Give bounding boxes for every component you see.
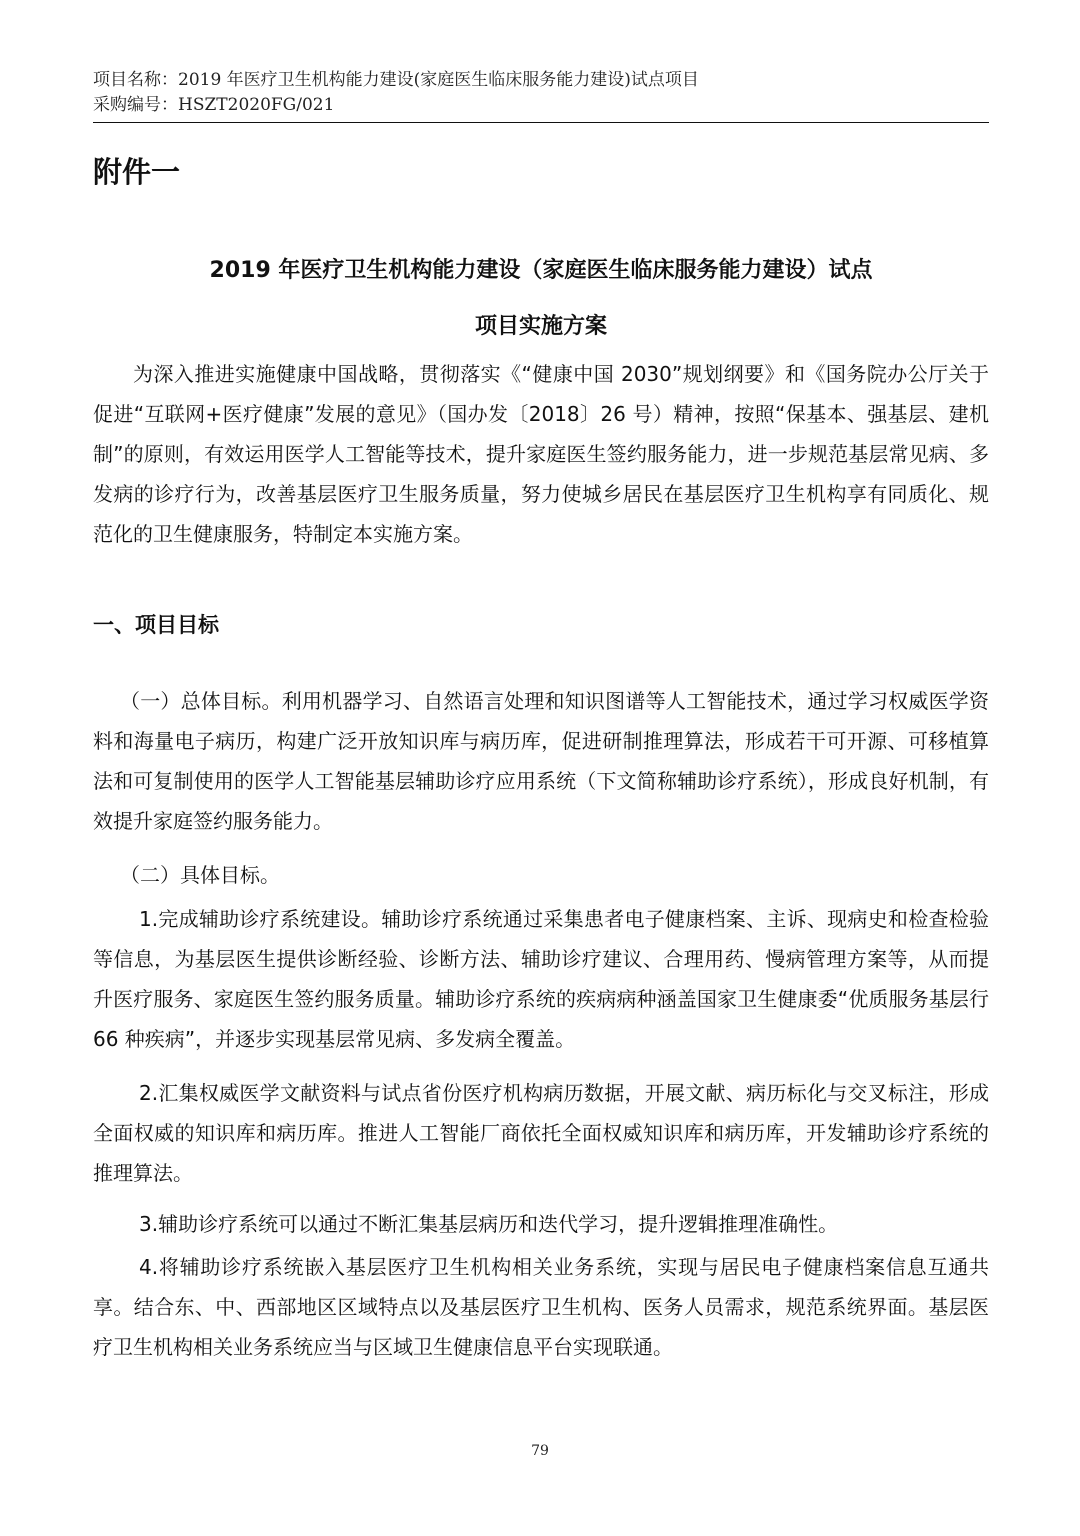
goal-item-1: 1.完成辅助诊疗系统建设。辅助诊疗系统通过采集患者电子健康档案、主诉、现病史和检查检验等信息，为基层医生提供诊断经验、诊断方法、辅助诊疗建议、合理用药、慢病管理方案等，从而提升医疗服务、家庭医生签约服务质量。辅助诊疗系统的疾病病种涵盖国家卫生健康委“优质服务基层行 66 种疾病”，并逐步实现基层常见病、多发病全覆盖。: [93, 907, 989, 1051]
intro-paragraph: 为深入推进实施健康中国战略，贯彻落实《“健康中国 2030”规划纲要》和《国务院办公厅关于促进“互联网+医疗健康”发展的意见》（国办发〔2018〕26 号）精神，按照“保基本、强基层、建机制”的原则，有效运用医学人工智能等技术，提升家庭医生签约服务能力，进一步规范基层常见病、多发病的诊疗行为，改善基层医疗卫生服务质量，努力使城乡居民在基层医疗卫生机构享有同质化、规范化的卫生健康服务，特制定本实施方案。: [93, 362, 989, 546]
specific-goal-heading: （二）具体目标。: [120, 863, 280, 887]
section-heading-project-goals: 一、项目目标: [93, 613, 219, 637]
procurement-number: 采购编号：HSZT2020FG/021: [93, 95, 335, 115]
document-title-line-2: 项目实施方案: [474, 314, 607, 339]
goal-item-3: 3.辅助诊疗系统可以通过不断汇集基层病历和迭代学习，提升逻辑推理准确性。: [139, 1212, 839, 1236]
goal-item-4: 4.将辅助诊疗系统嵌入基层医疗卫生机构相关业务系统，实现与居民电子健康档案信息互通共享。结合东、中、西部地区区域特点以及基层医疗卫生机构、医务人员需求，规范系统界面。基层医疗卫生机构相关业务系统应当与区域卫生健康信息平台实现联通。: [93, 1255, 989, 1359]
page-number: 79: [531, 1443, 549, 1459]
page-header: [93, 68, 989, 118]
document-title-line-1: 2019 年医疗卫生机构能力建设（家庭医生临床服务能力建设）试点: [209, 258, 873, 283]
header-divider: [93, 122, 989, 123]
project-name: 项目名称：2019 年医疗卫生机构能力建设(家庭医生临床服务能力建设)试点项目: [93, 70, 699, 90]
appendix-label: 附件一: [93, 155, 181, 189]
overall-goal-paragraph: （一）总体目标。利用机器学习、自然语言处理和知识图谱等人工智能技术，通过学习权威医学资料和海量电子病历，构建广泛开放知识库与病历库，促进研制推理算法，形成若干可开源、可移植算法和可复制使用的医学人工智能基层辅助诊疗应用系统（下文简称辅助诊疗系统），形成良好机制，有效提升家庭签约服务能力。: [93, 689, 989, 833]
goal-item-2: 2.汇集权威医学文献资料与试点省份医疗机构病历数据，开展文献、病历标化与交叉标注，形成全面权威的知识库和病历库。推进人工智能厂商依托全面权威知识库和病历库，开发辅助诊疗系统的推理算法。: [93, 1081, 989, 1185]
